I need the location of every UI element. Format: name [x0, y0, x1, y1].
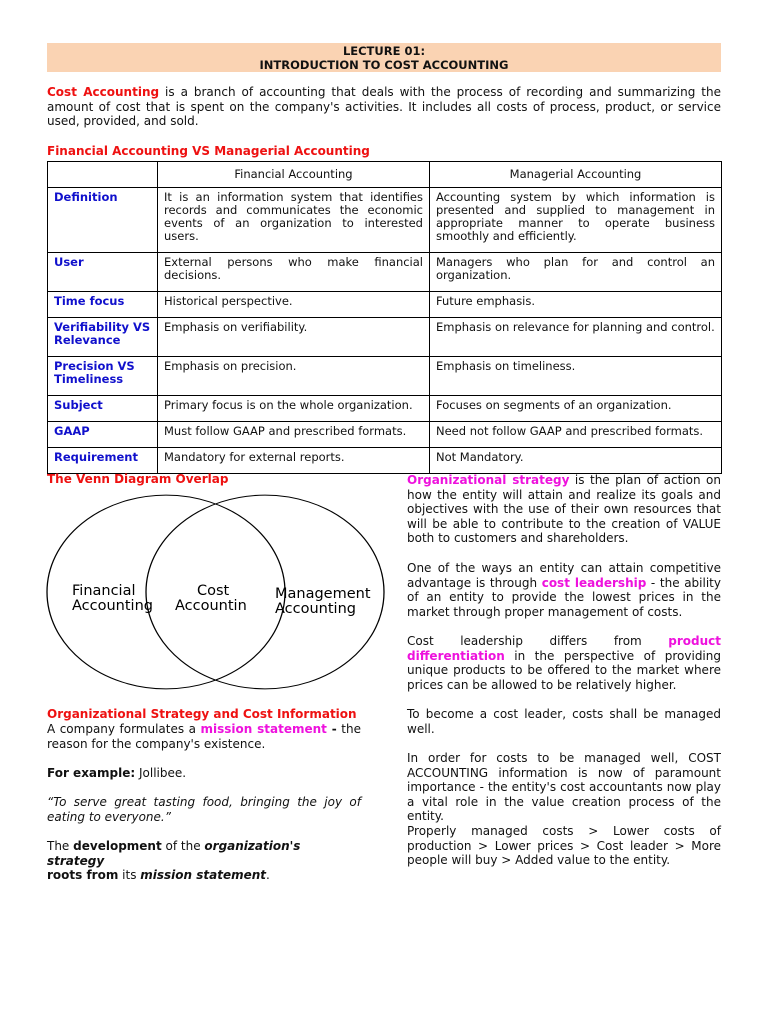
table-row: [48, 292, 722, 318]
venn-heading: The Venn Diagram Overlap: [47, 472, 229, 486]
example-line: [47, 766, 361, 781]
row-term: Time focus: [48, 292, 158, 318]
table-row: [48, 188, 722, 253]
row-managerial: Not Mandatory.: [430, 448, 722, 474]
example-quote: “To serve great tasting food, bringing the joy of eating to everyone.”: [47, 795, 361, 824]
row-term: Requirement: [48, 448, 158, 474]
intro-term: Cost Accounting: [47, 85, 160, 99]
row-managerial: Focuses on segments of an organization.: [430, 396, 722, 422]
p3-its: its: [118, 868, 141, 882]
table-row: [48, 448, 722, 474]
mission-text-a: A company formulates a: [47, 722, 201, 736]
row-term: Definition: [48, 188, 158, 253]
lecture-title: INTRODUCTION TO COST ACCOUNTING: [259, 58, 509, 72]
differentiation-text-a: Cost leadership differs from: [407, 634, 669, 648]
p3-end: .: [266, 868, 270, 882]
row-term: Subject: [48, 396, 158, 422]
row-financial: Historical perspective.: [158, 292, 430, 318]
org-strategy-text: is the plan of action on how the entity will attain and realize its goals and objectives with the use of their own resources that will be able to contribute to the creation of VALUE both to customers and shareholders.: [407, 473, 721, 545]
venn-center-label-2: Accountin: [175, 598, 247, 614]
row-managerial: Accounting system by which information is presented and supplied to management in appropriate manner to operate business smoothly and efficiently.: [430, 188, 722, 253]
row-term: GAAP: [48, 422, 158, 448]
intro-text: is a branch of accounting that deals with the process of recording and summarizing the amount of cost that is spent on the company's activities. It includes all costs of process, product, or service used, provided, and sold.: [47, 85, 721, 128]
row-managerial: Need not follow GAAP and prescribed formats.: [430, 422, 722, 448]
mission-term: mission statement: [200, 722, 327, 736]
differentiation-paragraph: [407, 634, 721, 692]
mission-paragraph: [47, 722, 361, 751]
cost-leadership-text-a: One of the ways an entity can attain competitive advantage is through: [407, 561, 721, 590]
comparison-table: [47, 161, 722, 474]
org-strategy-term: Organizational strategy: [407, 473, 570, 487]
row-financial: Emphasis on precision.: [158, 357, 430, 396]
row-managerial: Emphasis on timeliness.: [430, 357, 722, 396]
venn-left-label-1: Financial: [72, 583, 136, 599]
cost-leadership-term: cost leadership: [541, 575, 647, 590]
mission-dash: -: [326, 722, 337, 736]
row-term: Verifiability VS Relevance: [48, 318, 158, 357]
value-chain-paragraph: Properly managed costs > Lower costs of production > Lower prices > Cost leader > More people will buy > Added value to the entity.: [407, 824, 721, 867]
table-row: [48, 357, 722, 396]
table-row: [48, 253, 722, 292]
p3-of: of the: [161, 839, 205, 853]
example-value: Jollibee.: [135, 766, 187, 780]
mission-text-b: the reason for the company's existence.: [47, 722, 361, 751]
p3-roots-from: roots from: [47, 868, 119, 882]
table-row: [48, 422, 722, 448]
row-financial: Emphasis on verifiability.: [158, 318, 430, 357]
org-strategy-heading: Organizational Strategy and Cost Information: [47, 707, 357, 721]
intro-paragraph: [47, 85, 721, 129]
row-term: User: [48, 253, 158, 292]
row-financial: Must follow GAAP and prescribed formats.: [158, 422, 430, 448]
venn-diagram: [40, 492, 390, 692]
header-financial: Financial Accounting: [158, 162, 430, 188]
example-label: For example:: [47, 766, 136, 780]
strategy-roots-paragraph: [47, 839, 361, 883]
venn-center-label-1: Cost: [197, 583, 230, 599]
header-managerial: Managerial Accounting: [430, 162, 722, 188]
cost-leadership-paragraph: [407, 561, 721, 619]
cost-accounting-importance-paragraph: In order for costs to be managed well, COST ACCOUNTING information is now of paramount importance - the entity's cost accountants now play a vital role in the value creation process of the entity.: [407, 751, 721, 823]
p3-org-strategy: organization's strategy: [47, 839, 301, 868]
row-financial: It is an information system that identifies records and communicates the economic events of an organization to interested users.: [158, 188, 430, 253]
cost-leader-paragraph: To become a cost leader, costs shall be managed well.: [407, 707, 721, 736]
row-managerial: Managers who plan for and control an organization.: [430, 253, 722, 292]
p3-mission-statement: mission statement: [140, 868, 267, 882]
row-term: Precision VS Timeliness: [48, 357, 158, 396]
row-financial: Primary focus is on the whole organization.: [158, 396, 430, 422]
comparison-heading: Financial Accounting VS Managerial Accounting: [47, 144, 370, 158]
row-financial: Mandatory for external reports.: [158, 448, 430, 474]
differentiation-term: product differentiation: [407, 634, 721, 663]
row-financial: External persons who make financial decisions.: [158, 253, 430, 292]
venn-left-label-2: Accounting: [72, 598, 153, 614]
table-row: [48, 396, 722, 422]
differentiation-text-b: in the perspective of providing unique products to be offered to the market where prices can be allowed to be relatively higher.: [407, 648, 721, 692]
row-managerial: Emphasis on relevance for planning and control.: [430, 318, 722, 357]
table-row: [48, 318, 722, 357]
p3-the: The: [47, 839, 74, 853]
venn-right-label-2: Accounting: [275, 601, 356, 617]
lecture-title-box: [47, 43, 721, 72]
lecture-number: LECTURE 01:: [342, 44, 426, 58]
cost-leadership-text-b: - the ability of an entity to provide the lowest prices in the market through proper management of costs.: [407, 575, 721, 619]
header-empty-cell: [48, 162, 158, 188]
venn-right-label-1: Management: [275, 586, 371, 602]
org-strategy-paragraph: [407, 473, 721, 546]
row-managerial: Future emphasis.: [430, 292, 722, 318]
p3-development: development: [73, 839, 162, 853]
table-header-row: [48, 162, 722, 188]
